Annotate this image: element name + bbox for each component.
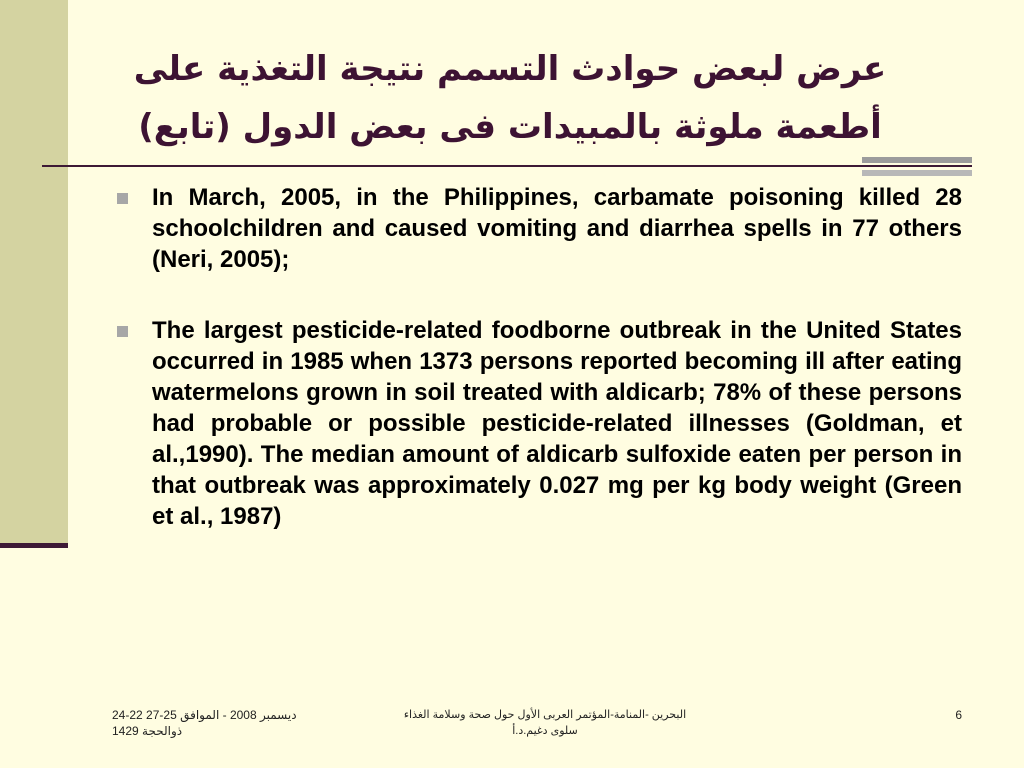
left-decorative-band	[0, 0, 68, 545]
footer-date-line-1: 24-22 ديسمبر 2008 - الموافق 25-27	[112, 708, 297, 722]
bullet-item-philippines	[112, 182, 962, 275]
square-bullet-icon	[117, 193, 128, 204]
slide-body	[112, 182, 962, 572]
title-rule-accent-bottom	[862, 170, 972, 176]
slide-page-number: 6	[955, 708, 962, 722]
bullet-item-united-states	[112, 315, 962, 532]
footer-conference-line-2: سلوى دغيم.د.أ	[512, 725, 578, 737]
left-band-divider	[0, 543, 68, 548]
title-line-2: أطعمة ملوثة بالمبيدات فى بعض الدول (تابع)	[138, 107, 882, 147]
title-rule-accent-top	[862, 157, 972, 163]
slide-title	[110, 40, 910, 156]
footer-date-line-2: ذوالحجة 1429	[112, 724, 183, 738]
footer-date	[112, 707, 322, 739]
footer-conference	[380, 707, 710, 739]
bullet-text: The largest pesticide-related foodborne outbreak in the United States occurred in 1985 when 1373 persons reported becoming ill after eating watermelons grown in soil treated with aldicarb; 78% of these persons had probable or possible pesticide-related illnesses (Goldman, et al.,1990). The median amount of aldicarb sulfoxide eaten per person in that outbreak was approximately 0.027 mg per kg body weight (Green et al., 1987)	[152, 317, 962, 530]
title-line-1: عرض لبعض حوادث التسمم نتيجة التغذية على	[133, 49, 887, 89]
square-bullet-icon	[117, 326, 128, 337]
footer-conference-line-1: البحرين -المنامة-المؤتمر العربى الأول حول صحة وسلامة الغذاء	[403, 709, 687, 721]
bullet-text: In March, 2005, in the Philippines, carbamate poisoning killed 28 schoolchildren and caused vomiting and diarrhea spells in 77 others (Neri, 2005);	[152, 184, 962, 273]
title-underline-rule	[42, 165, 972, 167]
